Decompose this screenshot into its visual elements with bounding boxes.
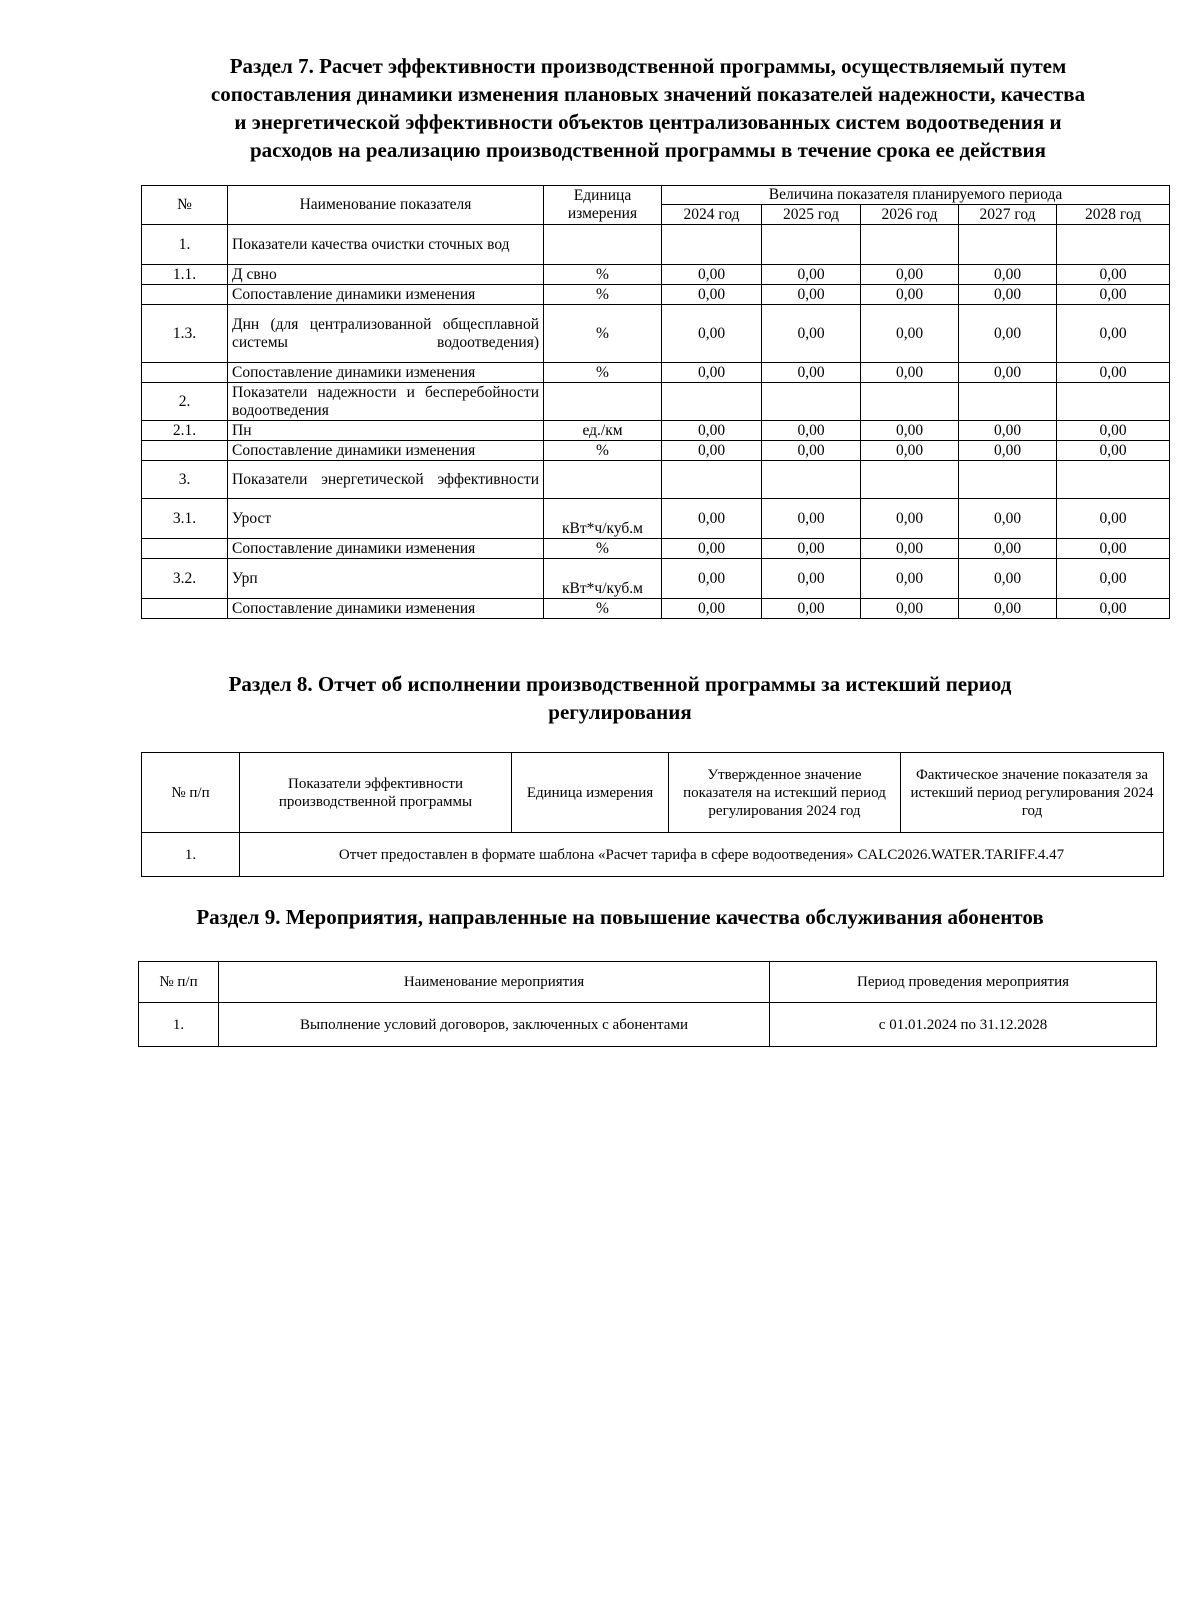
indicator-name: Урп xyxy=(228,559,544,599)
row-no: 2.1. xyxy=(142,421,228,441)
table-row xyxy=(142,363,1170,383)
row-no: 1. xyxy=(142,225,228,265)
value-cell xyxy=(959,225,1057,265)
value-cell: 0,00 xyxy=(1057,499,1170,539)
table-row xyxy=(142,599,1170,619)
section7-heading-line: сопоставления динамики изменения плановых значений показателей надежности, качества xyxy=(210,82,1086,106)
value-cell: 0,00 xyxy=(762,265,861,285)
value-cell xyxy=(861,383,959,421)
section9-heading: Раздел 9. Мероприятия, направленные на повышение качества обслуживания абонентов xyxy=(196,905,1044,929)
indicator-name: Днн (для централизованной общесплавной системы водоотведения) xyxy=(228,305,544,363)
value-cell: 0,00 xyxy=(762,559,861,599)
value-cell: 0,00 xyxy=(959,559,1057,599)
value-cell: 0,00 xyxy=(959,539,1057,559)
value-cell: 0,00 xyxy=(662,599,762,619)
header-indicators: Показатели эффективности производственной программы xyxy=(240,753,512,833)
table-row xyxy=(142,499,1170,539)
value-cell xyxy=(1057,383,1170,421)
value-cell: 0,00 xyxy=(1057,599,1170,619)
value-cell: 0,00 xyxy=(959,499,1057,539)
value-cell: 0,00 xyxy=(959,363,1057,383)
row-no xyxy=(142,285,228,305)
value-cell: 0,00 xyxy=(861,363,959,383)
value-cell: 0,00 xyxy=(861,285,959,305)
value-cell: 0,00 xyxy=(762,599,861,619)
row-no: 1.1. xyxy=(142,265,228,285)
unit xyxy=(544,383,662,421)
value-cell: 0,00 xyxy=(762,285,861,305)
row-no: 1. xyxy=(139,1003,219,1047)
table-row xyxy=(142,383,1170,421)
indicator-name: Показатели надежности и бесперебойности водоотведения xyxy=(228,383,544,421)
value-cell: 0,00 xyxy=(1057,559,1170,599)
value-cell: 0,00 xyxy=(861,599,959,619)
value-cell: 0,00 xyxy=(861,305,959,363)
value-cell: 0,00 xyxy=(662,363,762,383)
unit: % xyxy=(544,441,662,461)
value-cell xyxy=(861,461,959,499)
value-cell: 0,00 xyxy=(861,559,959,599)
header-no: № xyxy=(142,186,228,225)
unit: кВт*ч/куб.м xyxy=(544,499,662,539)
value-cell: 0,00 xyxy=(959,265,1057,285)
header-period: Величина показателя планируемого периода xyxy=(662,186,1170,205)
value-cell: 0,00 xyxy=(861,539,959,559)
unit: % xyxy=(544,305,662,363)
value-cell: 0,00 xyxy=(762,305,861,363)
activity-name: Выполнение условий договоров, заключенных с абонентами xyxy=(219,1003,770,1047)
header-activity-period: Период проведения мероприятия xyxy=(770,962,1157,1003)
value-cell: 0,00 xyxy=(662,265,762,285)
value-cell: 0,00 xyxy=(959,599,1057,619)
header-indicator-name: Наименование показателя xyxy=(228,186,544,225)
value-cell xyxy=(662,383,762,421)
value-cell xyxy=(861,225,959,265)
value-cell: 0,00 xyxy=(1057,363,1170,383)
section8-heading-line: регулирования xyxy=(548,700,692,724)
table-row xyxy=(142,539,1170,559)
header-year: 2024 год xyxy=(662,205,762,225)
efficiency-table xyxy=(141,185,1170,619)
value-cell: 0,00 xyxy=(1057,539,1170,559)
row-no xyxy=(142,363,228,383)
header-approved-value: Утвержденное значение показателя на истекший период регулирования 2024 год xyxy=(669,753,901,833)
unit xyxy=(544,225,662,265)
unit: % xyxy=(544,363,662,383)
header-actual-value: Фактическое значение показателя за истекший период регулирования 2024 год xyxy=(901,753,1164,833)
value-cell xyxy=(762,461,861,499)
indicator-name: Пн xyxy=(228,421,544,441)
efficiency-table-body xyxy=(142,225,1170,619)
table-row xyxy=(142,461,1170,499)
value-cell: 0,00 xyxy=(1057,285,1170,305)
value-cell: 0,00 xyxy=(762,539,861,559)
value-cell: 0,00 xyxy=(762,421,861,441)
header-no: № п/п xyxy=(142,753,240,833)
report-table xyxy=(141,752,1164,877)
value-cell: 0,00 xyxy=(662,285,762,305)
unit: кВт*ч/куб.м xyxy=(544,559,662,599)
value-cell: 0,00 xyxy=(1057,305,1170,363)
report-note: Отчет предоставлен в формате шаблона «Расчет тарифа в сфере водоотведения» CALC2026.WATER.TARIFF.4.47 xyxy=(240,833,1164,877)
section7-heading-line: Раздел 7. Расчет эффективности производственной программы, осуществляемый путем xyxy=(229,54,1067,78)
value-cell: 0,00 xyxy=(662,499,762,539)
value-cell: 0,00 xyxy=(861,265,959,285)
header-year: 2026 год xyxy=(861,205,959,225)
activities-table xyxy=(138,961,1157,1047)
value-cell: 0,00 xyxy=(762,441,861,461)
value-cell xyxy=(959,383,1057,421)
indicator-name: Сопоставление динамики изменения xyxy=(228,285,544,305)
row-no xyxy=(142,441,228,461)
value-cell: 0,00 xyxy=(861,441,959,461)
row-no xyxy=(142,599,228,619)
unit: % xyxy=(544,599,662,619)
value-cell xyxy=(762,225,861,265)
value-cell: 0,00 xyxy=(662,305,762,363)
value-cell: 0,00 xyxy=(1057,421,1170,441)
value-cell: 0,00 xyxy=(861,421,959,441)
header-activity-name: Наименование мероприятия xyxy=(219,962,770,1003)
indicator-name: Сопоставление динамики изменения xyxy=(228,441,544,461)
header-year: 2028 год xyxy=(1057,205,1170,225)
value-cell: 0,00 xyxy=(662,539,762,559)
value-cell: 0,00 xyxy=(861,499,959,539)
header-unit: Единица измерения xyxy=(512,753,669,833)
indicator-name: Сопоставление динамики изменения xyxy=(228,599,544,619)
value-cell: 0,00 xyxy=(959,441,1057,461)
value-cell: 0,00 xyxy=(662,421,762,441)
table-row xyxy=(142,265,1170,285)
value-cell: 0,00 xyxy=(1057,441,1170,461)
section7-heading-line: расходов на реализацию производственной программы в течение срока ее действия xyxy=(249,138,1047,162)
value-cell: 0,00 xyxy=(662,559,762,599)
header-year: 2027 год xyxy=(959,205,1057,225)
header-year: 2025 год xyxy=(762,205,861,225)
unit: % xyxy=(544,285,662,305)
section8-heading-line: Раздел 8. Отчет об исполнении производственной программы за истекший период xyxy=(228,672,1012,696)
row-no: 3.2. xyxy=(142,559,228,599)
value-cell: 0,00 xyxy=(959,285,1057,305)
value-cell: 0,00 xyxy=(1057,265,1170,285)
activity-period: с 01.01.2024 по 31.12.2028 xyxy=(770,1003,1157,1047)
header-unit: Единица измерения xyxy=(544,186,662,225)
table-row xyxy=(142,421,1170,441)
value-cell: 0,00 xyxy=(959,305,1057,363)
row-no: 1. xyxy=(142,833,240,877)
value-cell: 0,00 xyxy=(762,363,861,383)
section7-heading-line: и энергетической эффективности объектов централизованных систем водоотведения и xyxy=(234,110,1062,134)
unit xyxy=(544,461,662,499)
indicator-name: Сопоставление динамики изменения xyxy=(228,539,544,559)
table-row xyxy=(142,559,1170,599)
indicator-name: Сопоставление динамики изменения xyxy=(228,363,544,383)
row-no: 3.1. xyxy=(142,499,228,539)
value-cell xyxy=(1057,225,1170,265)
value-cell xyxy=(662,225,762,265)
indicator-name: Урост xyxy=(228,499,544,539)
value-cell xyxy=(959,461,1057,499)
table-row xyxy=(142,225,1170,265)
header-no: № п/п xyxy=(139,962,219,1003)
table-row xyxy=(142,441,1170,461)
unit: % xyxy=(544,265,662,285)
value-cell xyxy=(762,383,861,421)
value-cell: 0,00 xyxy=(662,441,762,461)
value-cell: 0,00 xyxy=(762,499,861,539)
value-cell xyxy=(1057,461,1170,499)
table-row xyxy=(142,305,1170,363)
row-no: 1.3. xyxy=(142,305,228,363)
row-no: 3. xyxy=(142,461,228,499)
value-cell xyxy=(662,461,762,499)
table-row xyxy=(142,285,1170,305)
unit: ед./км xyxy=(544,421,662,441)
row-no xyxy=(142,539,228,559)
indicator-name: Показатели энергетической эффективности xyxy=(228,461,544,499)
section7-heading xyxy=(118,52,1178,164)
indicator-name: Показатели качества очистки сточных вод xyxy=(228,225,544,265)
unit: % xyxy=(544,539,662,559)
value-cell: 0,00 xyxy=(959,421,1057,441)
row-no: 2. xyxy=(142,383,228,421)
indicator-name: Д свно xyxy=(228,265,544,285)
section8-heading xyxy=(160,670,1080,726)
